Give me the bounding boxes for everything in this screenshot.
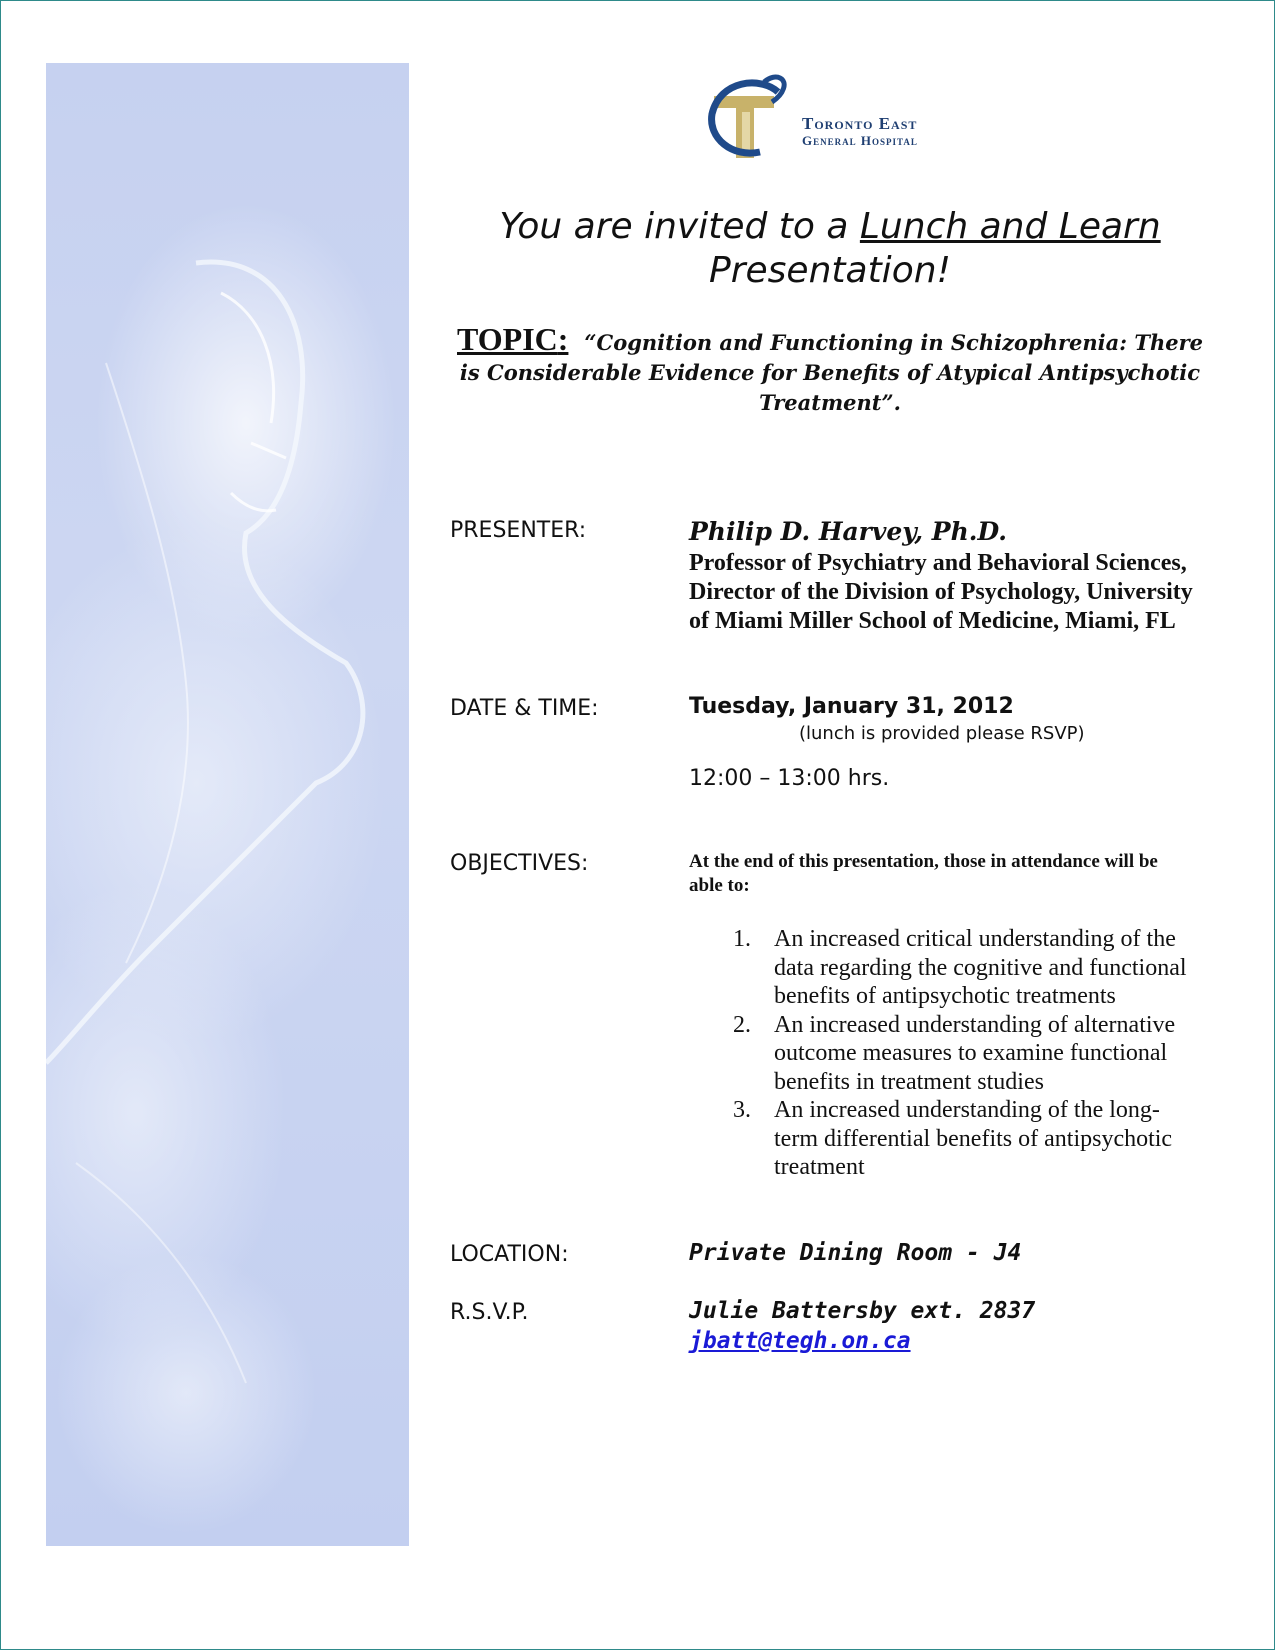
topic-label: TOPIC: xyxy=(457,321,569,357)
event-date: Tuesday, January 31, 2012 xyxy=(689,694,1014,719)
objective-text: An increased critical understanding of the data regarding the cognitive and functional benefits of antipsychotic treatments xyxy=(774,926,1187,1009)
date-time-value xyxy=(689,694,1085,791)
objectives-intro: At the end of this presentation, those in attendance will be able to: xyxy=(689,851,1158,896)
objective-text: An increased understanding of alternative outcome measures to examine functional benefits in treatment studies xyxy=(774,1011,1176,1095)
presenter-name: Philip D. Harvey, Ph.D. xyxy=(689,517,1007,546)
headline-emphasis: Lunch and Learn xyxy=(859,206,1161,247)
event-time: 12:00 – 13:00 hrs. xyxy=(689,766,890,791)
presenter-title: Professor of Psychiatry and Behavioral Sciences, Director of the Division of Psychology, University of Miami Miller School of Medicine, Miami, FL xyxy=(689,550,1193,634)
objective-text: An increased understanding of the long-term differential benefits of antipsychotic treatment xyxy=(774,1097,1173,1180)
list-item xyxy=(733,925,1203,1011)
topic-block xyxy=(450,321,1210,418)
invitation-headline xyxy=(440,205,1220,293)
objectives-list xyxy=(733,925,1203,1182)
location-value: Private Dining Room - J4 xyxy=(689,1240,1022,1266)
rsvp-contact: Julie Battersby ext. 2837 xyxy=(689,1298,1036,1324)
figure-illustration xyxy=(46,63,409,1546)
logo-name-line2: General Hospital xyxy=(802,132,918,148)
list-item xyxy=(733,1096,1203,1182)
presenter-value xyxy=(689,517,1209,636)
hospital-logo-icon xyxy=(706,74,796,166)
objectives-label: OBJECTIVES: xyxy=(450,851,589,876)
logo-name-line1: Toronto East xyxy=(802,114,918,133)
presenter-label: PRESENTER: xyxy=(450,518,587,543)
date-time-label: DATE & TIME: xyxy=(450,696,599,721)
objectives-intro-block xyxy=(689,850,1189,898)
objective-number: 3. xyxy=(733,1097,751,1123)
rsvp-label: R.S.V.P. xyxy=(450,1300,529,1325)
rsvp-value xyxy=(689,1296,1035,1356)
topic-text: “Cognition and Functioning in Schizophrenia: There is Considerable Evidence for Benefits of Atypical Antipsychotic Treatment”. xyxy=(459,330,1203,415)
objective-number: 1. xyxy=(733,926,751,952)
lunch-note: (lunch is provided please RSVP) xyxy=(799,723,1085,744)
location-label: LOCATION: xyxy=(450,1242,569,1267)
headline-suffix: Presentation! xyxy=(709,250,951,291)
headline-prefix: You are invited to a xyxy=(499,206,860,247)
hospital-logo xyxy=(706,74,966,166)
decorative-side-panel xyxy=(46,63,409,1546)
rsvp-email-link[interactable]: jbatt@tegh.on.ca xyxy=(689,1328,911,1354)
list-item xyxy=(733,1011,1203,1097)
objective-number: 2. xyxy=(733,1011,751,1038)
